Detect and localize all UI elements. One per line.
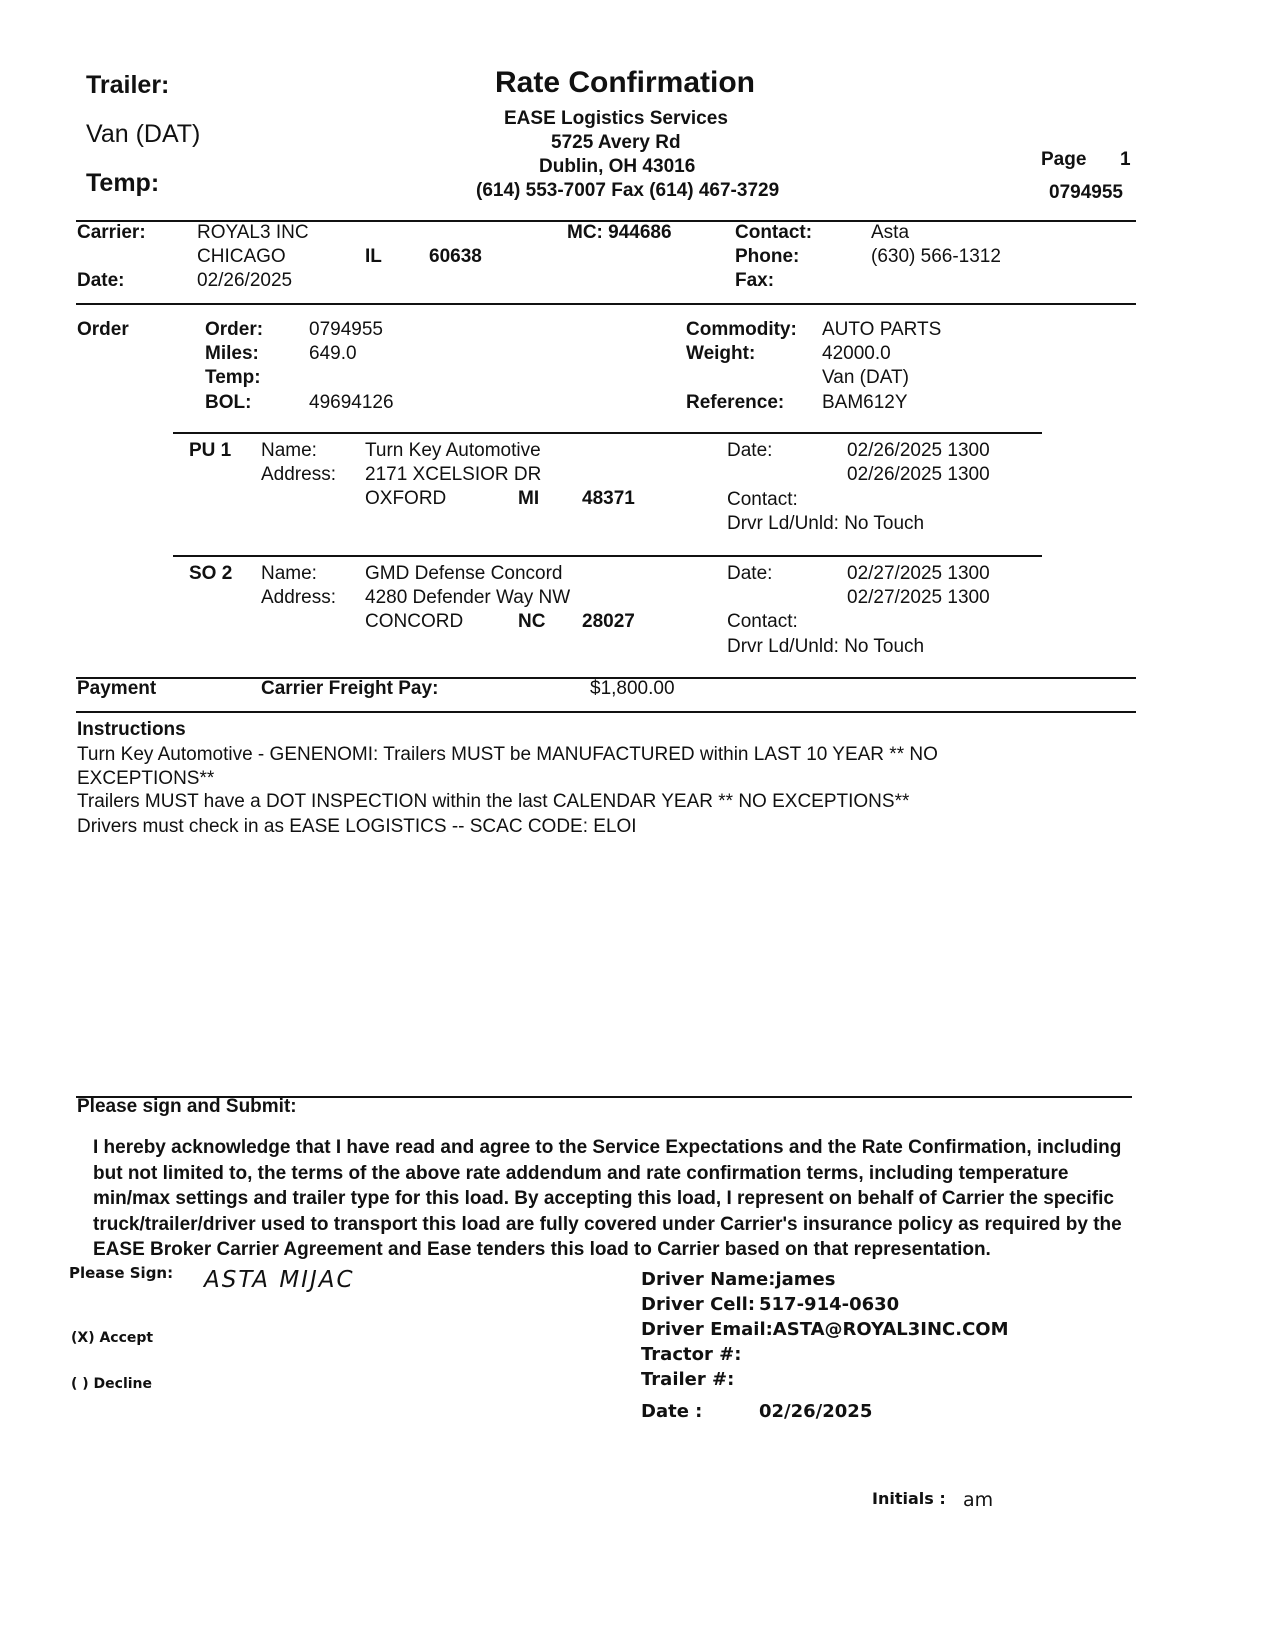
instruction-line: Trailers MUST have a DOT INSPECTION within the last CALENDAR YEAR ** NO EXCEPTIONS** [77,791,910,812]
order-section-label: Order [77,319,129,340]
trailer-number-label: Trailer #: [641,1369,735,1390]
stop-name: Turn Key Automotive [365,440,541,461]
acknowledgement-text: I hereby acknowledge that I have read and agree to the Service Expectations and the Rate Confirmation, including but not limited to, the terms of the above rate addendum and rate confirmation terms, including temperature min/max settings and trailer type for this load. By accepting this load, I represent on behalf of Carrier the specific truck/trailer/driver used to transport this load are fully covered under Carrier's insurance policy as required by the EASE Broker Carrier Agreement and Ease tenders this load to Carrier based on that representation. [93,1137,1122,1260]
stop-name-label: Name: [261,440,317,461]
carrier-date: 02/26/2025 [197,270,293,291]
freight-pay-amount: $1,800.00 [590,678,675,699]
stop-city: CONCORD [365,611,464,632]
instruction-line: Drivers must check in as EASE LOGISTICS -- SCAC CODE: ELOI [77,816,637,837]
weight-label: Weight: [686,343,756,364]
stop-contact-label: Contact: [727,611,798,632]
driver-cell-label: Driver Cell: [641,1294,756,1315]
carrier-city: CHICAGO [197,246,286,267]
stop-zip: 28027 [582,611,635,632]
header-order-number: 0794955 [1049,182,1123,203]
stop-zip: 48371 [582,488,635,509]
stop-date-1: 02/27/2025 1300 [847,563,990,584]
weight-value: 42000.0 [822,343,891,364]
carrier-mc: MC: 944686 [567,222,672,243]
commodity-label: Commodity: [686,319,797,340]
reference-value: BAM612Y [822,392,908,413]
stop-date-1: 02/26/2025 1300 [847,440,990,461]
sign-date-label: Date : [641,1401,703,1422]
initials-value[interactable]: am [963,1489,994,1511]
stop-street: 2171 XCELSIOR DR [365,464,542,485]
stop-id: PU 1 [189,440,232,461]
carrier-fax-label: Fax: [735,270,775,291]
divider [76,711,1136,713]
order-number: 0794955 [309,319,383,340]
instructions-heading: Instructions [77,719,186,740]
carrier-name: ROYAL3 INC [197,222,309,243]
carrier-state: IL [365,246,382,267]
bol-label: BOL: [205,392,252,413]
company-address-line2: Dublin, OH 43016 [539,156,696,177]
stop-street: 4280 Defender Way NW [365,587,571,608]
instruction-line: Turn Key Automotive - GENENOMI: Trailers MUST be MANUFACTURED within LAST 10 YEAR ** NO EXCEPTIONS** [77,744,938,789]
reference-label: Reference: [686,392,785,413]
stop-date-label: Date: [727,440,773,461]
page-number: 1 [1120,149,1131,170]
please-sign-label: Please Sign: [69,1264,174,1282]
carrier-phone-label: Phone: [735,246,800,267]
divider [173,555,1042,557]
divider [76,303,1136,305]
stop-city: OXFORD [365,488,447,509]
page-label: Page [1041,149,1087,170]
carrier-date-label: Date: [77,270,125,291]
trailer-label: Trailer: [86,71,170,99]
stop-name: GMD Defense Concord [365,563,563,584]
equipment-value: Van (DAT) [822,367,909,388]
company-phone-fax: (614) 553-7007 Fax (614) 467-3729 [476,180,780,201]
stop-contact-label: Contact: [727,489,798,510]
driver-name: Driver Name:james [641,1269,836,1290]
stop-date-2: 02/26/2025 1300 [847,464,990,485]
divider [173,432,1042,434]
tractor-label: Tractor #: [641,1344,742,1365]
sign-date-value: 02/26/2025 [759,1401,873,1422]
bol-value: 49694126 [309,392,394,413]
miles-label: Miles: [205,343,259,364]
decline-option[interactable]: ( ) Decline [71,1376,153,1392]
stop-address-label: Address: [261,587,336,608]
stop-load-type: Drvr Ld/Unld: No Touch [727,513,925,534]
header-temp-label: Temp: [86,169,160,197]
stop-date-label: Date: [727,563,773,584]
company-address-line1: 5725 Avery Rd [551,132,681,153]
stop-id: SO 2 [189,563,233,584]
order-number-label: Order: [205,319,264,340]
carrier-zip: 60638 [429,246,482,267]
driver-email: Driver Email:ASTA@ROYAL3INC.COM [641,1319,1009,1340]
stop-state: NC [518,611,546,632]
payment-label: Payment [77,678,157,699]
trailer-value: Van (DAT) [86,120,201,148]
stop-load-type: Drvr Ld/Unld: No Touch [727,636,925,657]
freight-pay-label: Carrier Freight Pay: [261,678,439,699]
commodity-value: AUTO PARTS [822,319,942,340]
order-temp-label: Temp: [205,367,261,388]
initials-label: Initials : [872,1489,946,1508]
sign-submit-heading: Please sign and Submit: [77,1096,297,1117]
miles-value: 649.0 [309,343,357,364]
document-title: Rate Confirmation [495,66,756,99]
driver-cell-value: 517-914-0630 [759,1294,900,1315]
stop-address-label: Address: [261,464,336,485]
company-name: EASE Logistics Services [504,108,728,129]
carrier-label: Carrier: [77,222,146,243]
stop-date-2: 02/27/2025 1300 [847,587,990,608]
carrier-contact-label: Contact: [735,222,813,243]
signature-value[interactable]: ASTA MIJAC [204,1267,355,1293]
carrier-phone: (630) 566-1312 [871,246,1001,267]
stop-name-label: Name: [261,563,317,584]
accept-option[interactable]: (X) Accept [71,1330,154,1346]
stop-state: MI [518,488,540,509]
carrier-contact: Asta [871,222,910,243]
